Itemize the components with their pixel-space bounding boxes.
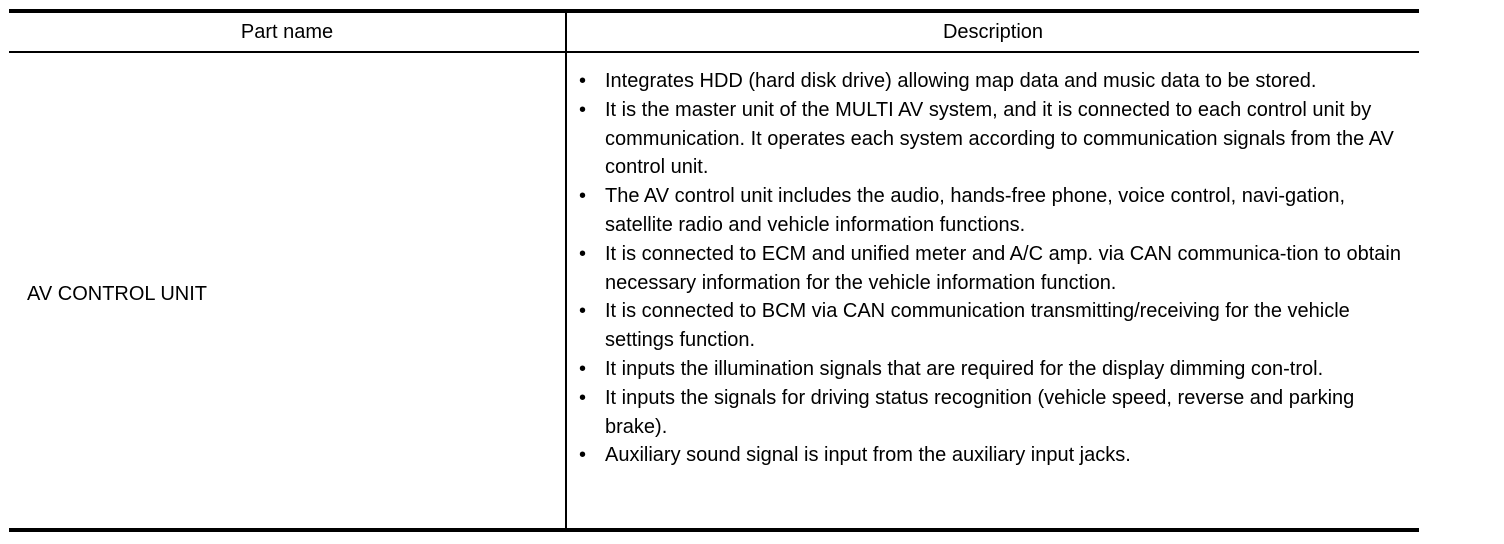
- description-item: [579, 240, 1414, 298]
- bullet-icon: •: [579, 70, 587, 92]
- description-text: It is connected to ECM and unified meter and A/C amp. via CAN communica-tion to obtain necessary information for the vehicle information function.: [605, 242, 1401, 294]
- bullet-icon: •: [579, 300, 587, 323]
- description-item: [579, 67, 1414, 96]
- description-text: The AV control unit includes the audio, hands-free phone, voice control, navi-gation, satellite radio and vehicle information functions.: [605, 185, 1346, 236]
- bullet-icon: •: [579, 98, 587, 121]
- header-part-name: Part name: [240, 21, 334, 43]
- bullet-icon: •: [579, 242, 587, 265]
- bullet-icon: •: [579, 185, 587, 208]
- description-text: It is the master unit of the MULTI AV system, and it is connected to each control unit by communication. It operates each system according to communication signals from the AV control unit.: [605, 98, 1394, 179]
- description-list: [579, 67, 1414, 470]
- description-text: It is connected to BCM via CAN communication transmitting/receiving for the vehicle settings function.: [605, 300, 1350, 352]
- table-header-row: [9, 13, 1419, 53]
- part-name-cell: AV CONTROL UNIT: [27, 283, 208, 305]
- description-item: [579, 441, 1414, 470]
- column-divider: [565, 13, 567, 528]
- description-text: It inputs the signals for driving status recognition (vehicle speed, reverse and parking brake).: [605, 386, 1355, 438]
- description-text: Auxiliary sound signal is input from the auxiliary input jacks.: [605, 444, 1131, 467]
- description-item: [579, 96, 1414, 182]
- description-text: It inputs the illumination signals that are required for the display dimming con-trol.: [605, 357, 1324, 380]
- parts-table: [9, 9, 1419, 532]
- bullet-icon: •: [579, 386, 587, 409]
- description-item: [579, 297, 1414, 355]
- header-description: Description: [942, 21, 1044, 43]
- description-item: [579, 384, 1414, 442]
- description-item: [579, 182, 1414, 240]
- bullet-icon: •: [579, 357, 587, 380]
- description-text: Integrates HDD (hard disk drive) allowing map data and music data to be stored.: [605, 70, 1317, 92]
- description-item: [579, 355, 1414, 384]
- bullet-icon: •: [579, 444, 587, 467]
